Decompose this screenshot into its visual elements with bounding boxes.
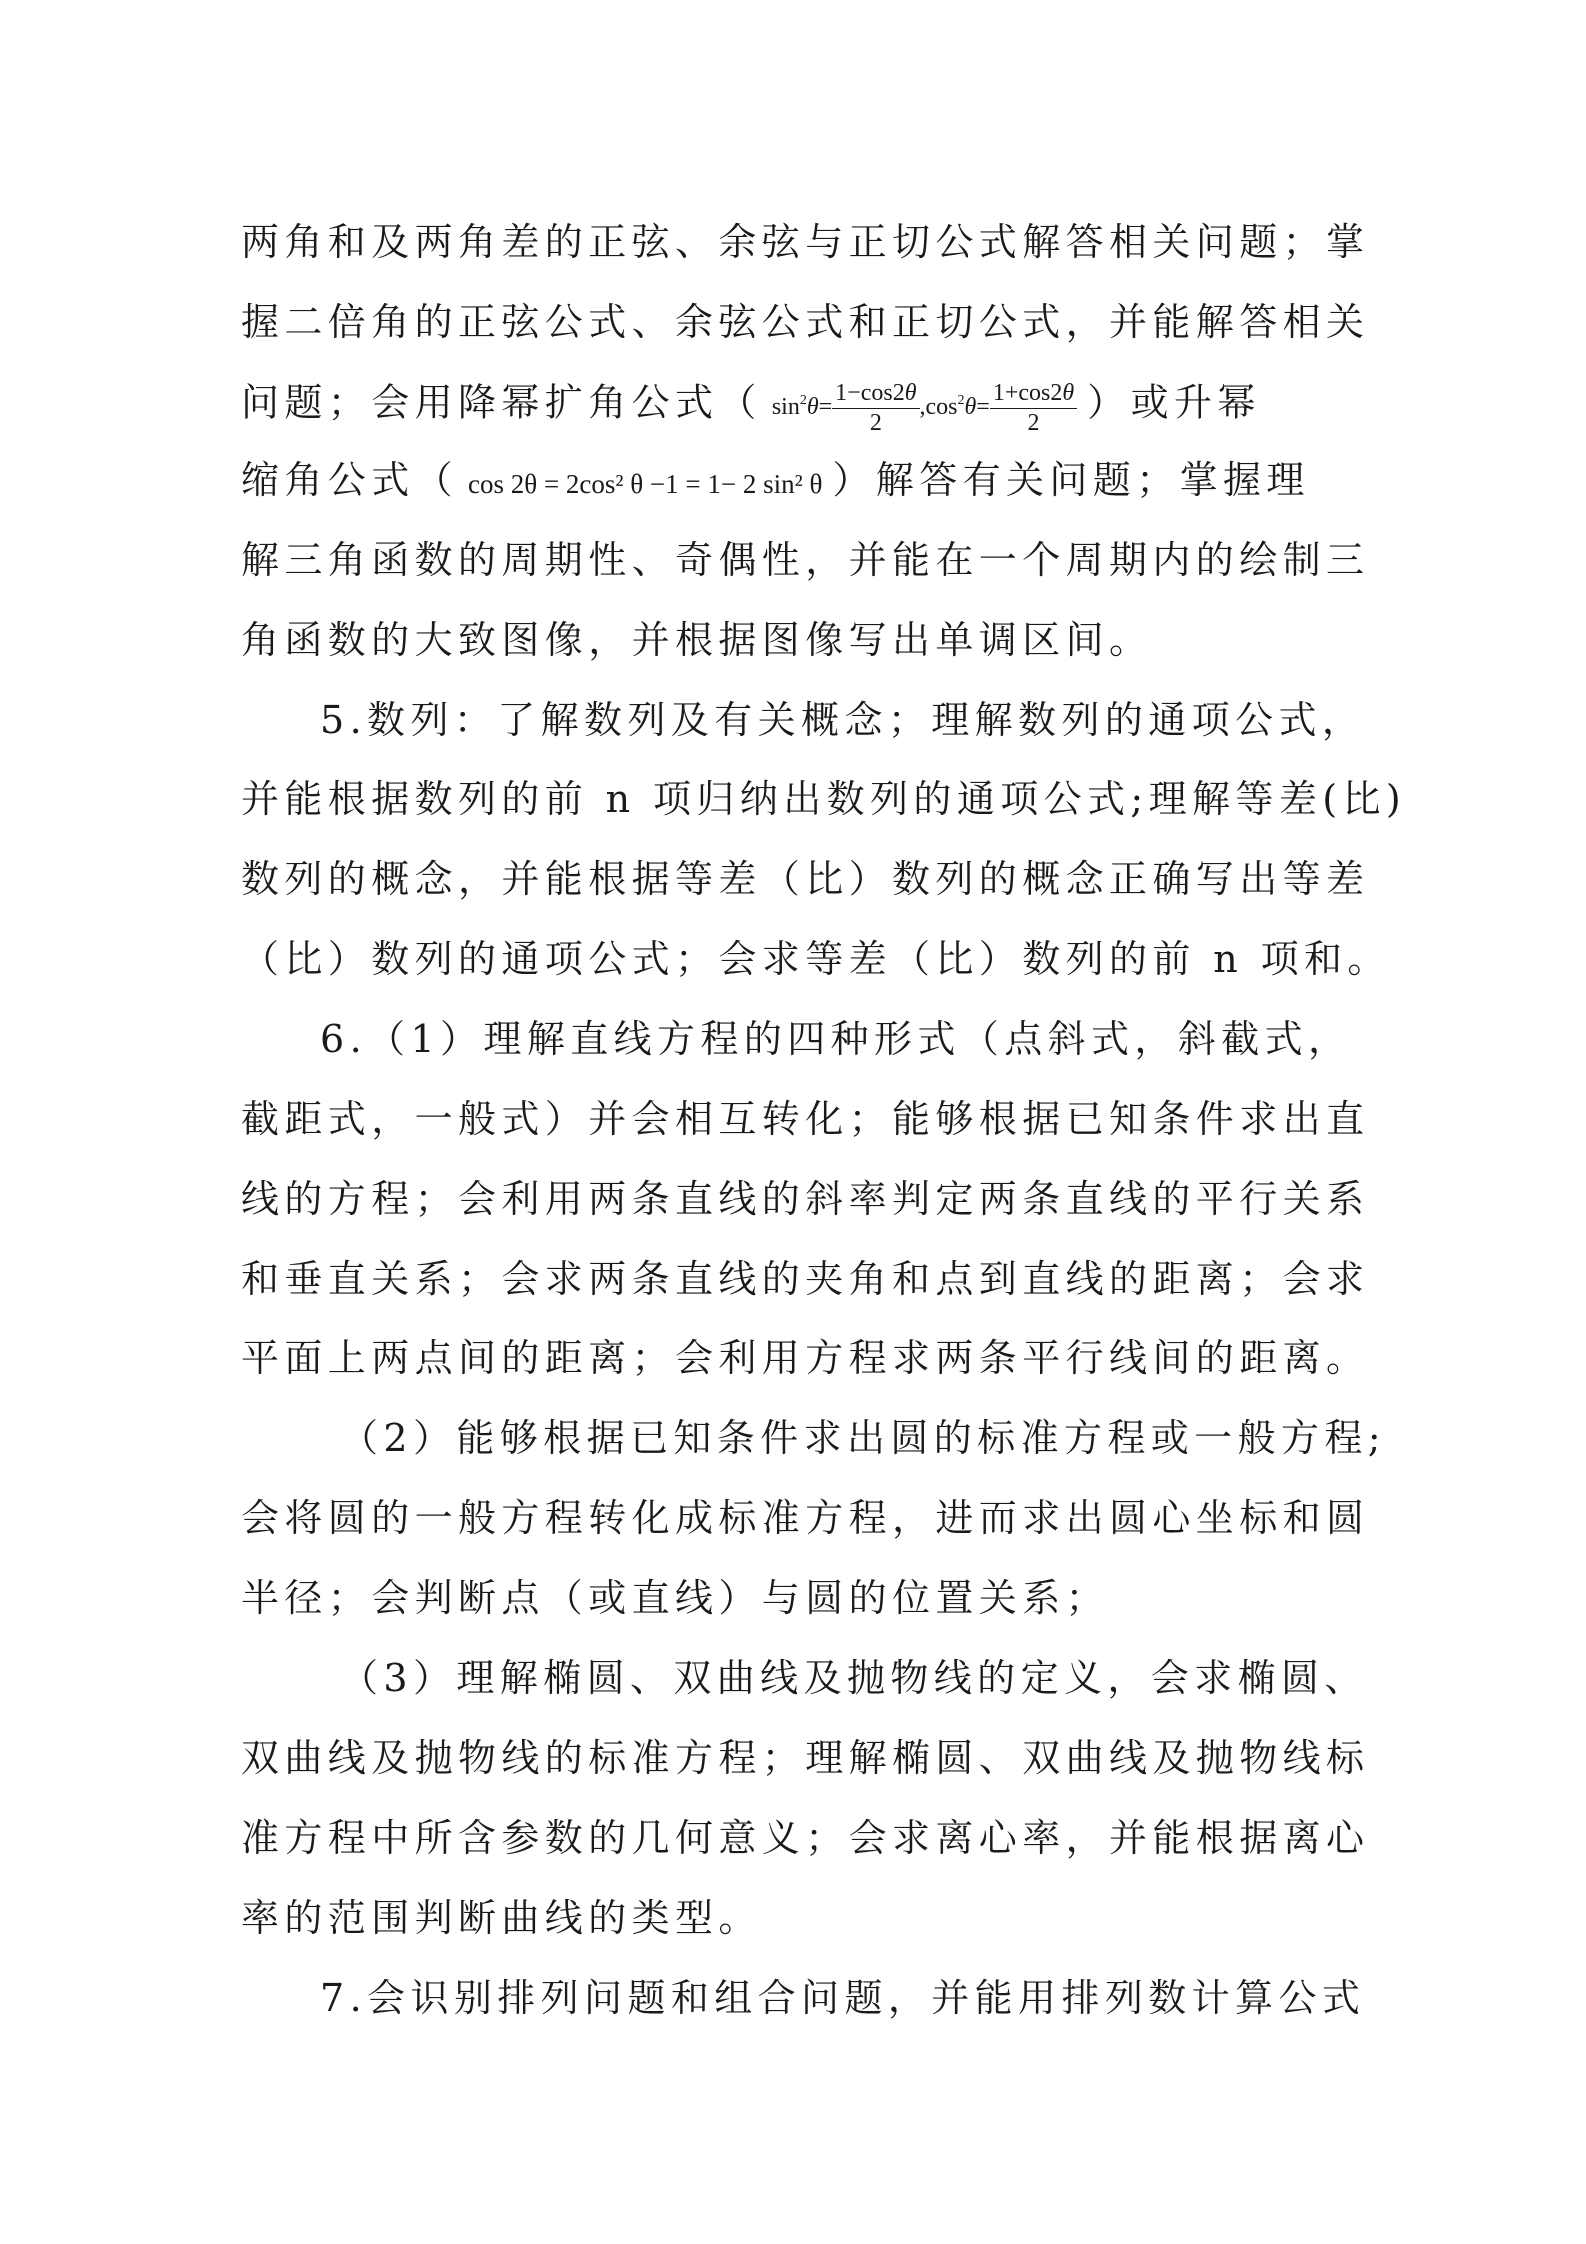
text-line-7: 5.数列：了解数列及有关概念；理解数列的通项公式， [320, 698, 1366, 742]
math-exponent: 2 [799, 393, 807, 408]
text-line-19: （3）理解椭圆、双曲线及抛物线的定义，会求椭圆、 [340, 1656, 1368, 1700]
math-theta: θ [904, 379, 917, 406]
math-cos: cos [925, 394, 958, 420]
text-line-13: 线的方程；会利用两条直线的斜率判定两条直线的平行关系 [241, 1177, 1370, 1221]
math-equals: = [976, 394, 990, 420]
text-line-4 [241, 455, 1341, 511]
text-line-17: 会将圆的一般方程转化成标准方程，进而求出圆心坐标和圆 [241, 1496, 1370, 1540]
math-exponent: 2 [957, 393, 965, 408]
fraction-1-numerator: 1−cos2 [835, 379, 905, 406]
fraction-2-denominator: 2 [1027, 409, 1040, 436]
text-line-11: 6.（1）理解直线方程的四种形式（点斜式，斜截式， [320, 1017, 1352, 1061]
math-theta: θ [806, 394, 819, 420]
math-theta: θ [1062, 379, 1075, 406]
math-sin: sin [771, 394, 800, 420]
math-theta: θ [964, 394, 977, 420]
text-line-2: 握二倍角的正弦公式、余弦公式和正切公式，并能解答相关 [241, 300, 1370, 344]
math-separator: , [919, 394, 926, 420]
text-line-18: 半径；会判断点（或直线）与圆的位置关系； [241, 1576, 1110, 1620]
text-line-1: 两角和及两角差的正弦、余弦与正切公式解答相关问题；掌 [241, 220, 1370, 264]
text-line-9: 数列的概念，并能根据等差（比）数列的概念正确写出等差 [241, 857, 1370, 901]
text-line-12: 截距式，一般式）并会相互转化；能够根据已知条件求出直 [241, 1097, 1370, 1141]
text-line-16: （2）能够根据已知条件求出圆的标准方程或一般方程; [340, 1416, 1386, 1460]
text-line-5: 解三角函数的周期性、奇偶性，并能在一个周期内的绘制三 [241, 538, 1370, 582]
text-line-3-after: ）或升幂 [1087, 380, 1261, 425]
fraction-2-numerator: 1+cos2 [992, 379, 1063, 406]
text-line-6: 角函数的大致图像，并根据图像写出单调区间。 [241, 618, 1153, 662]
fraction-2 [990, 381, 1077, 436]
text-line-22: 率的范围判断曲线的类型。 [241, 1896, 762, 1940]
text-line-23: 7.会识别排列问题和组合问题，并能用排列数计算公式 [320, 1976, 1366, 2020]
formula-double-angle: cos 2θ = 2cos² θ −1 = 1− 2 sin² θ [468, 468, 823, 499]
formula-power-reduction [772, 376, 1077, 436]
math-equals: = [818, 394, 833, 420]
text-line-20: 双曲线及抛物线的标准方程；理解椭圆、双曲线及抛物线标 [241, 1736, 1370, 1780]
fraction-1 [832, 381, 919, 436]
text-line-4-after: ）解答有关问题；掌握理 [832, 458, 1310, 502]
fraction-1-denominator: 2 [869, 409, 882, 436]
text-line-10: （比）数列的通项公式；会求等差（比）数列的前 n 项和。 [241, 937, 1391, 981]
text-line-4-before: 缩角公式（ [241, 458, 459, 502]
text-line-14: 和垂直关系；会求两条直线的夹角和点到直线的距离；会求 [241, 1257, 1370, 1301]
text-line-21: 准方程中所含参数的几何意义；会求离心率，并能根据离心 [241, 1816, 1370, 1860]
text-line-3-before: 问题；会用降幂扩角公式（ [241, 380, 762, 425]
text-line-15: 平面上两点间的距离；会利用方程求两条平行线间的距离。 [241, 1336, 1370, 1380]
text-line-8: 并能根据数列的前 n 项归纳出数列的通项公式;理解等差(比) [241, 777, 1407, 821]
text-line-3 [241, 376, 1341, 436]
